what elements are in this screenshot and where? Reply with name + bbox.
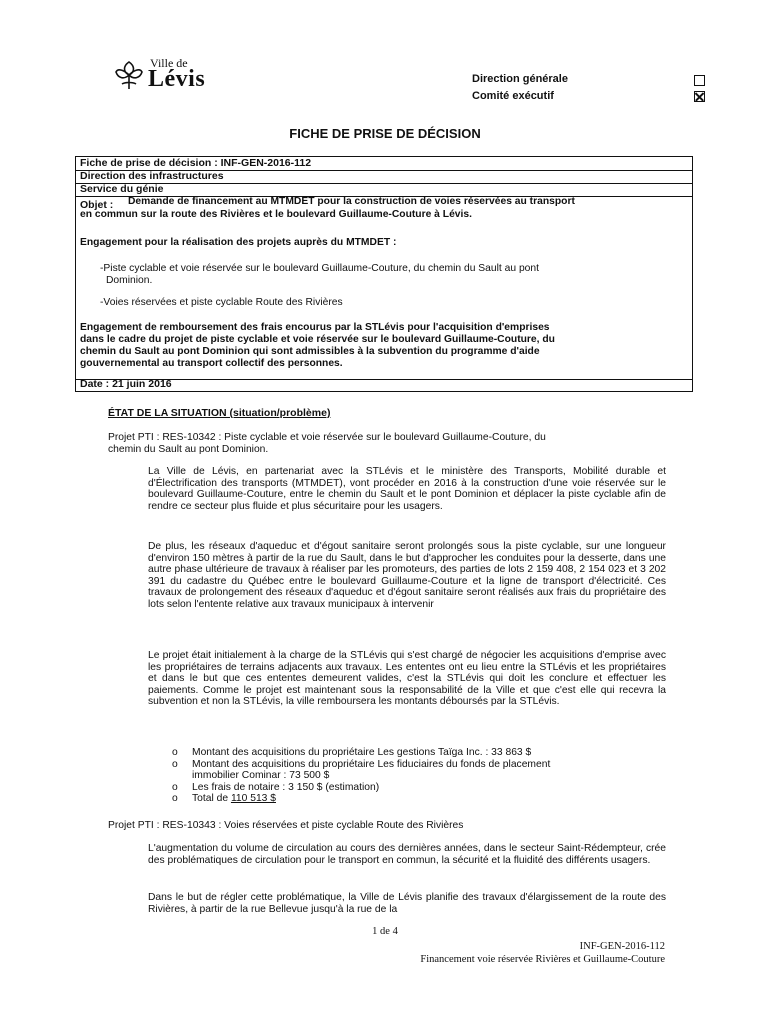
date-row [76, 379, 692, 391]
list-item: o Les frais de notaire : 3 150 $ (estimation) [172, 781, 380, 793]
direction-name: Direction des infrastructures [80, 170, 224, 182]
fleur-emblem-icon [112, 58, 146, 92]
service-row [76, 183, 692, 197]
page-number: 1 de 4 [372, 926, 398, 937]
recipient-direction-generale: Direction générale [472, 73, 568, 85]
projet-2: Projet PTI : RES-10343 : Voies réservées et piste cyclable Route des Rivières [108, 820, 464, 831]
total-amount: 110 513 $ [230, 793, 276, 805]
paragraph-reseaux: De plus, les réseaux d'aqueduc et d'égout sanitaire seront prolongés sous la piste cyclable, sur une longueur d'environ 150 mètres à partir de la rue du Sault, dans le but d'approcher les conduites pour la desserte, dans une autre phase ultérieure de travaux à réaliser par les promoteurs, des parties de lots 2 159 408, 2 154 023 et 3 202 391 du cadastre du Québec entre le boulevard Guillaume-Couture et la ligne de transport d'électricité. Ces travaux de prolongement des réseaux d'aqueduc et d'égout sanitaire seront réalisés aux frais du propriétaire des lots selon l'entente relative aux travaux municipaux à intervenir [148, 541, 666, 610]
engagement-item-2: -Voies réservées et piste cyclable Route des Rivières [100, 297, 343, 308]
objet-line-2: en commun sur la route des Rivières et le boulevard Guillaume-Couture à Lévis. [80, 209, 472, 220]
page-title: FICHE DE PRISE DE DÉCISION [289, 126, 481, 141]
paragraph-elargissement: Dans le but de régler cette problématique, la Ville de Lévis planifie des travaux d'élargissement de la route des Rivières, à partir de la rue Bellevue jusqu'à la rue de la [148, 892, 666, 915]
paragraph-circulation: L'augmentation du volume de circulation au cours des dernières années, dans le secteur Saint-Rédempteur, crée des problématiques de circulation pour le transport en commun, la sécurité et la fluidité des différents usagers. [148, 843, 666, 866]
direction-generale-checkbox[interactable] [694, 75, 705, 86]
logo-ville-text: Ville de [150, 56, 188, 70]
engagement-title: Engagement pour la réalisation des projets auprès du MTMDET : [80, 237, 397, 248]
engagement-item-1-line-1: -Piste cyclable et voie réservée sur le boulevard Guillaume-Couture, du chemin du Sault au pont [100, 263, 539, 274]
remboursement-line-3: chemin du Sault au pont Dominion qui sont admissibles à la subvention du programme d'aide [80, 346, 540, 357]
remboursement-line-4: gouvernemental au transport collectif des personnes. [80, 358, 343, 369]
summary-box [75, 156, 693, 392]
fiche-row [76, 157, 692, 171]
recipient-comite-executif: Comité exécutif [472, 90, 554, 102]
paragraph-stlevis: Le projet était initialement à la charge de la STLévis qui s'est chargé de négocier les acquisitions d'emprise avec les propriétaires de terrains adjacents aux travaux. Les ententes ont eu lieu entre la STLévis et les propriétaires et dans le but que ces ententes demeurent valides, c'est la STLévis qui doit les conclure et effectuer les paiements. Comme le projet est maintenant sous la responsabilité de la Ville et que c'est elle qui recevra la subvention et non la STLévis, la ville remboursera les montants déboursés par la STLévis. [148, 650, 666, 708]
fiche-number: Fiche de prise de décision : INF-GEN-2016-112 [80, 157, 312, 169]
engagement-item-1-line-2: Dominion. [106, 275, 153, 286]
paragraph-partnership: La Ville de Lévis, en partenariat avec la STLévis et le ministère des Transports, Mobilité durable et d'Électrification des transports (MTMDET), vont procéder en 2016 à la construction d'une voie réservée sur le boulevard Guillaume-Couture, entre le chemin du Sault et le pont Dominion et déplacer la piste cyclable afin de rendre ce secteur plus fluide et plus sécuritaire pour les usagers. [148, 466, 666, 512]
recipient-block [472, 71, 568, 105]
objet-section [76, 196, 692, 380]
list-item-total: o Total de 110 513 $ [172, 793, 276, 805]
footer-subtitle: Financement voie réservée Rivières et Guillaume-Couture [420, 954, 665, 965]
acquisitions-list [168, 747, 550, 805]
objet-line-1: Demande de financement au MTMDET pour la construction de voies réservées au transport [128, 196, 575, 207]
decision-date: Date : 21 juin 2016 [80, 378, 172, 390]
list-item: o Montant des acquisitions du propriétaire Les gestions Taïga Inc. : 33 863 $ [172, 747, 532, 758]
ville-de-levis-logo [112, 56, 232, 100]
list-item: o Montant des acquisitions du propriétaire Les fiduciaires du fonds de placement immobilier Cominar : 73 500 $ [172, 758, 551, 782]
logo-levis-text: Lévis [148, 66, 206, 92]
projet-1-line-1: Projet PTI : RES-10342 : Piste cyclable et voie réservée sur le boulevard Guillaume-Couture, du [108, 432, 546, 443]
remboursement-line-1: Engagement de remboursement des frais encourus par la STLévis pour l'acquisition d'emprises [80, 322, 550, 333]
remboursement-line-2: dans le cadre du projet de piste cyclable et voie réservée sur le boulevard Guillaume-Couture, du [80, 334, 555, 345]
objet-label: Objet : [80, 199, 114, 211]
projet-1-line-2: chemin du Sault au pont Dominion. [108, 444, 269, 455]
comite-executif-checkbox-checked[interactable] [694, 91, 705, 102]
section-title: ÉTAT DE LA SITUATION (situation/problème) [108, 407, 331, 419]
direction-row [76, 170, 692, 184]
service-name: Service du génie [80, 183, 164, 195]
footer-reference: INF-GEN-2016-112 [579, 941, 665, 952]
